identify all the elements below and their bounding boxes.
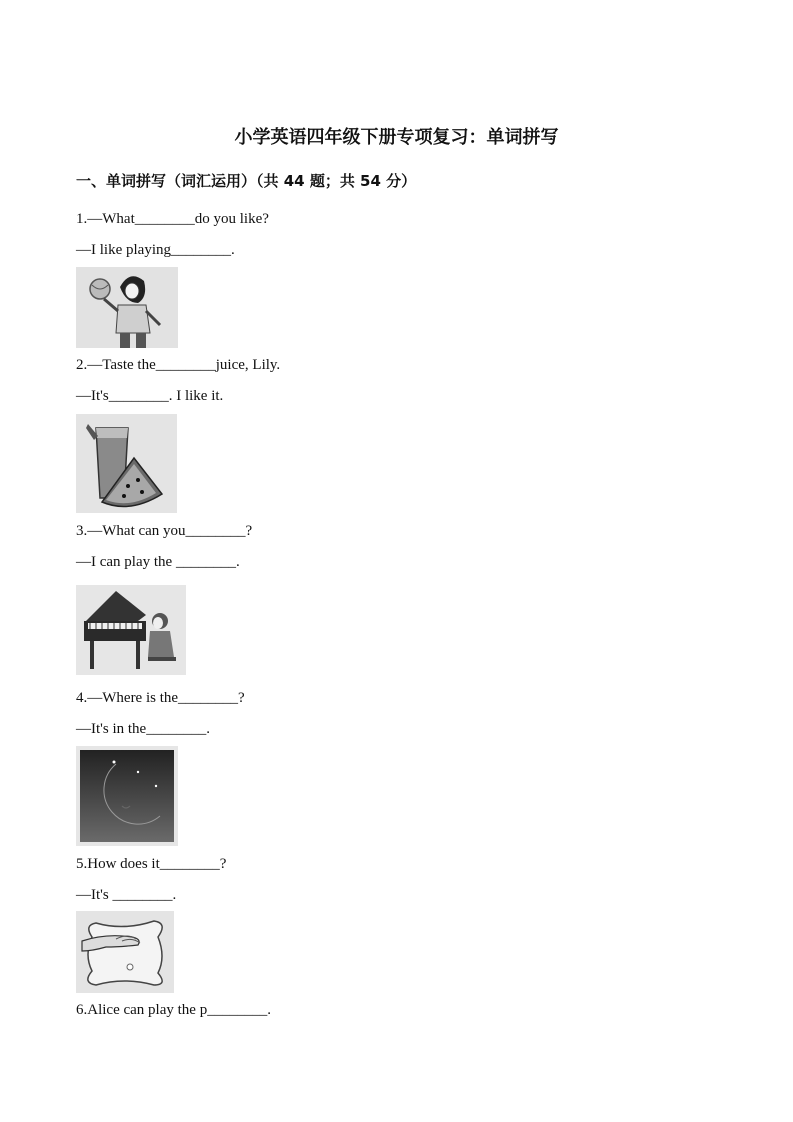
question-3-prompt: 3.—What can you________? <box>76 523 253 539</box>
girl-playing-volleyball-picture <box>76 267 178 348</box>
question-5-answer: —It's ________. <box>76 887 177 903</box>
question-6-prompt: 6.Alice can play the p________. <box>76 1002 271 1018</box>
watermelon-juice-picture <box>76 414 177 513</box>
question-2-answer: —It's________. I like it. <box>76 388 224 404</box>
section-heading: 一、单词拼写（词汇运用）（共 44 题；共 54 分） <box>76 172 417 190</box>
question-1-prompt: 1.—What________do you like? <box>76 211 269 227</box>
question-1-answer: —I like playing________. <box>76 242 235 258</box>
girl-playing-piano-picture <box>76 585 186 675</box>
question-4-answer: —It's in the________. <box>76 721 210 737</box>
question-2-prompt: 2.—Taste the________juice, Lily. <box>76 357 281 373</box>
question-3-answer: —I can play the ________. <box>76 554 240 570</box>
question-5-prompt: 5.How does it________? <box>76 856 227 872</box>
moon-night-sky-picture <box>76 746 178 846</box>
hand-on-pillow-picture <box>76 911 174 993</box>
page-title: 小学英语四年级下册专项复习：单词拼写 <box>234 127 559 148</box>
question-4-prompt: 4.—Where is the________? <box>76 690 245 706</box>
